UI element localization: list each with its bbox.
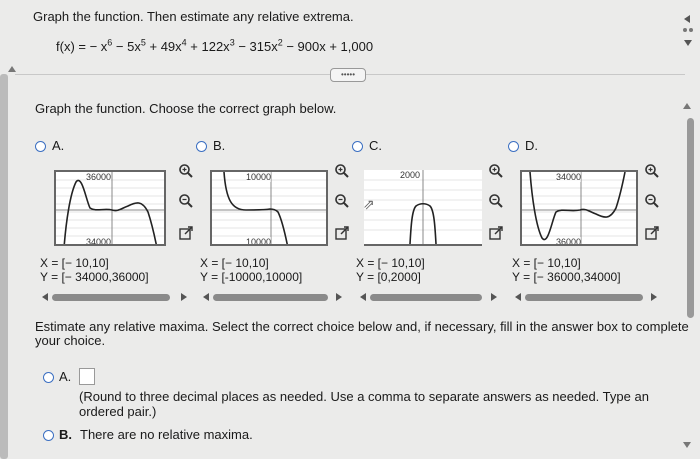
scroll-right-icon[interactable] xyxy=(181,293,187,301)
dot-icon xyxy=(683,28,687,32)
function-formula: f(x) = − $x^6 - 5x^5 + 49x^4 + 122x^3 - 315x^2 - 900x + 1,000$ xyxy=(56,37,374,54)
expand-button[interactable]: ••••• xyxy=(330,68,366,82)
maxima-option-b-text[interactable]: There are no relative maxima. xyxy=(80,427,253,442)
graph-prompt: Graph the function. Choose the correct graph below. xyxy=(35,101,337,116)
option-b-label[interactable]: B. xyxy=(213,138,226,153)
zoom-out-icon[interactable] xyxy=(334,193,350,209)
scroll-right-icon[interactable] xyxy=(491,293,497,301)
maxima-option-b-radio[interactable] xyxy=(43,430,54,441)
popout-icon[interactable] xyxy=(178,225,194,241)
option-a-x-range: X = [− 10,10] xyxy=(40,256,109,270)
zoom-in-icon[interactable] xyxy=(488,163,504,179)
option-c-label[interactable]: C. xyxy=(369,138,382,153)
dot-icon xyxy=(689,28,693,32)
tick-label-top: 34000 xyxy=(556,172,582,182)
option-a-radio[interactable] xyxy=(35,141,46,152)
popout-icon[interactable] xyxy=(488,225,504,241)
graph-d xyxy=(520,170,638,246)
option-b-y-range: Y = [-10000,10000] xyxy=(200,270,303,284)
option-d-label[interactable]: D. xyxy=(525,138,538,153)
zoom-out-icon[interactable] xyxy=(178,193,194,209)
graph-b-scrollbar[interactable] xyxy=(213,294,328,301)
right-scrollbar[interactable] xyxy=(687,118,694,318)
graph-b xyxy=(210,170,328,246)
zoom-out-icon[interactable] xyxy=(644,193,660,209)
scroll-right-icon[interactable] xyxy=(336,293,342,301)
maxima-option-a-label[interactable]: A. xyxy=(59,369,72,384)
option-c-radio[interactable] xyxy=(352,141,363,152)
instruction: Graph the function. Then estimate any relative extrema. xyxy=(33,9,354,24)
tick-label-bottom: 10000 xyxy=(246,237,272,246)
scroll-down-right-icon[interactable] xyxy=(683,442,691,448)
option-c-x-range: X = [− 10,10] xyxy=(356,256,425,270)
scroll-left-icon[interactable] xyxy=(360,293,366,301)
tick-label-top: 36000 xyxy=(86,172,112,182)
scroll-up-icon[interactable] xyxy=(8,66,16,72)
zoom-in-icon[interactable] xyxy=(178,163,194,179)
cursor-pointer-icon: ⇗ xyxy=(363,196,375,212)
graph-c xyxy=(364,170,482,246)
popout-icon[interactable] xyxy=(334,225,350,241)
popout-icon[interactable] xyxy=(644,225,660,241)
option-d-radio[interactable] xyxy=(508,141,519,152)
graph-a xyxy=(54,170,166,246)
graph-c-scrollbar[interactable] xyxy=(370,294,482,301)
scroll-up-right-icon[interactable] xyxy=(683,103,691,109)
option-d-x-range: X = [− 10,10] xyxy=(512,256,581,270)
maxima-prompt-line2: your choice. xyxy=(35,333,106,348)
option-d-y-range: Y = [− 36000,34000] xyxy=(512,270,621,284)
graph-a-scrollbar[interactable] xyxy=(52,294,170,301)
next-arrow-icon[interactable] xyxy=(684,40,692,46)
option-b-x-range: X = [− 10,10] xyxy=(200,256,269,270)
tick-label-bottom: 36000 xyxy=(556,237,582,246)
option-b-radio[interactable] xyxy=(196,141,207,152)
option-a-y-range: Y = [− 34000,36000] xyxy=(40,270,149,284)
graph-d-scrollbar[interactable] xyxy=(525,294,643,301)
option-c-y-range: Y = [0,2000] xyxy=(356,270,421,284)
tick-label-top: 2000 xyxy=(400,170,421,180)
maxima-option-a-radio[interactable] xyxy=(43,372,54,383)
scroll-left-icon[interactable] xyxy=(42,293,48,301)
maxima-prompt-line1: Estimate any relative maxima. Select the correct choice below and, if necessary, fill in the answer box to complete xyxy=(35,319,689,334)
zoom-in-icon[interactable] xyxy=(644,163,660,179)
answer-input[interactable] xyxy=(79,368,95,385)
scroll-right-icon[interactable] xyxy=(651,293,657,301)
left-scrollbar[interactable] xyxy=(0,74,8,459)
option-a-label[interactable]: A. xyxy=(52,138,65,153)
scroll-left-icon[interactable] xyxy=(515,293,521,301)
zoom-out-icon[interactable] xyxy=(488,193,504,209)
tick-label-bottom: 34000 xyxy=(86,237,112,246)
prev-arrow-icon[interactable] xyxy=(684,15,690,23)
maxima-option-a-hint-line2: ordered pair.) xyxy=(79,404,157,419)
tick-label-top: 10000 xyxy=(246,172,272,182)
zoom-in-icon[interactable] xyxy=(334,163,350,179)
maxima-option-a-hint-line1: (Round to three decimal places as needed. Use a comma to separate answers as needed. Type an xyxy=(79,389,649,404)
scroll-left-icon[interactable] xyxy=(203,293,209,301)
maxima-option-b-label[interactable]: B. xyxy=(59,427,72,442)
